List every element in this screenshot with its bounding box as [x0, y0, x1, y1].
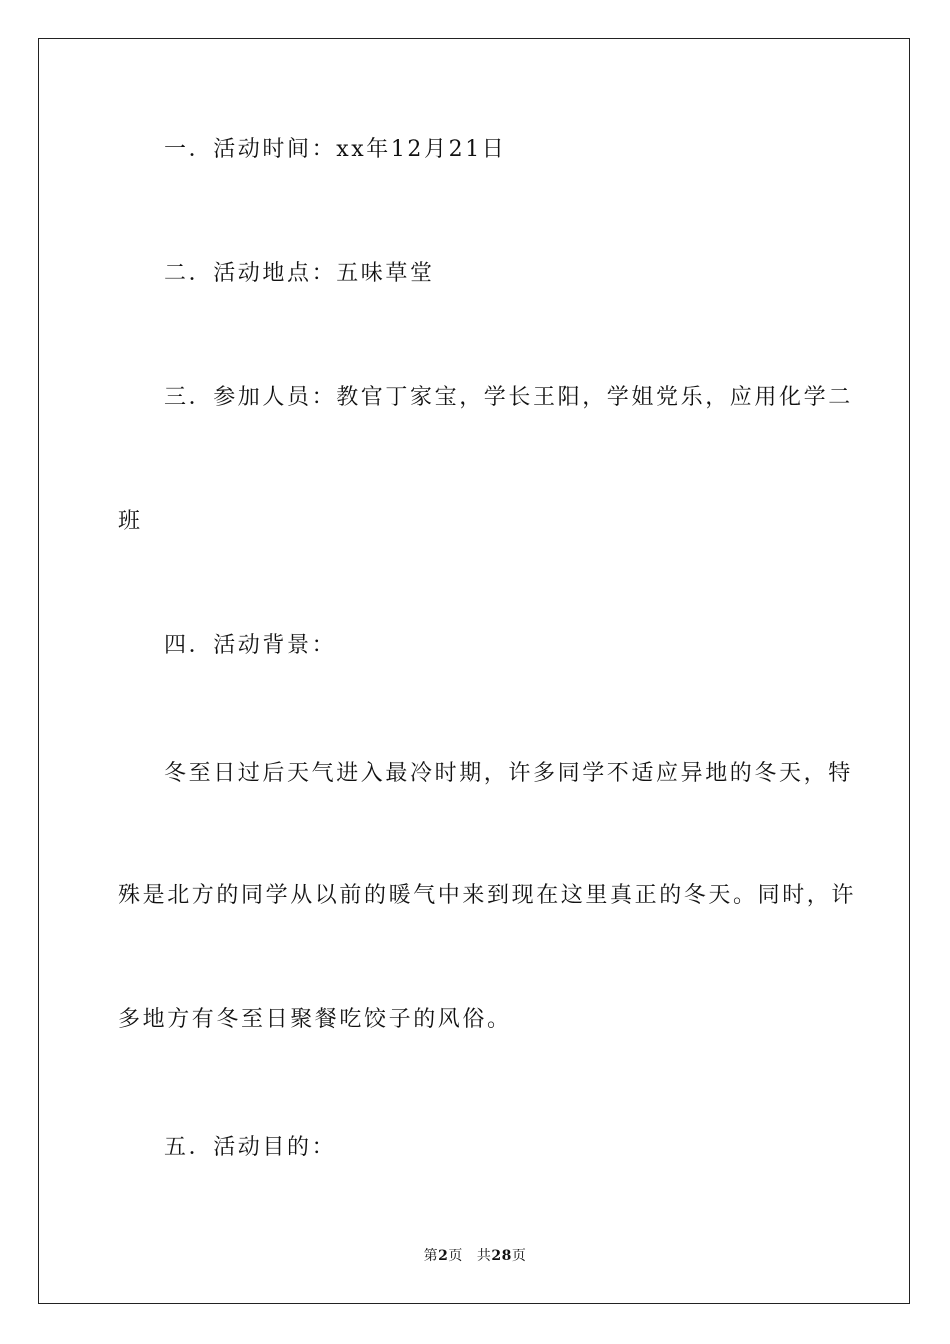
background-paragraph-line-3: 多地方有冬至日聚餐吃饺子的风俗。	[118, 1007, 512, 1032]
item-purpose-heading: 五．活动目的：	[164, 1135, 337, 1160]
footer-page-suffix: 页	[448, 1248, 463, 1264]
item-participants-continued: 班	[118, 509, 143, 534]
footer-total-pages: 28	[491, 1248, 512, 1264]
background-paragraph-line-1: 冬至日过后天气进入最冷时期，许多同学不适应异地的冬天，特	[164, 761, 853, 786]
page-footer	[0, 1246, 950, 1266]
footer-total-prefix: 共	[476, 1248, 492, 1264]
footer-page-number: 2	[438, 1248, 449, 1264]
item-activity-time: 一．活动时间：xx年12月21日	[164, 137, 507, 162]
item-activity-location: 二．活动地点：五味草堂	[164, 261, 435, 286]
page-border	[38, 38, 910, 1304]
footer-prefix: 第	[423, 1248, 439, 1264]
item-participants: 三．参加人员：教官丁家宝，学长王阳，学姐党乐，应用化学二	[164, 385, 853, 410]
item-background-heading: 四．活动背景：	[164, 633, 337, 658]
footer-total-suffix: 页	[511, 1248, 527, 1264]
background-paragraph-line-2: 殊是北方的同学从以前的暖气中来到现在这里真正的冬天。同时，许	[118, 883, 857, 908]
